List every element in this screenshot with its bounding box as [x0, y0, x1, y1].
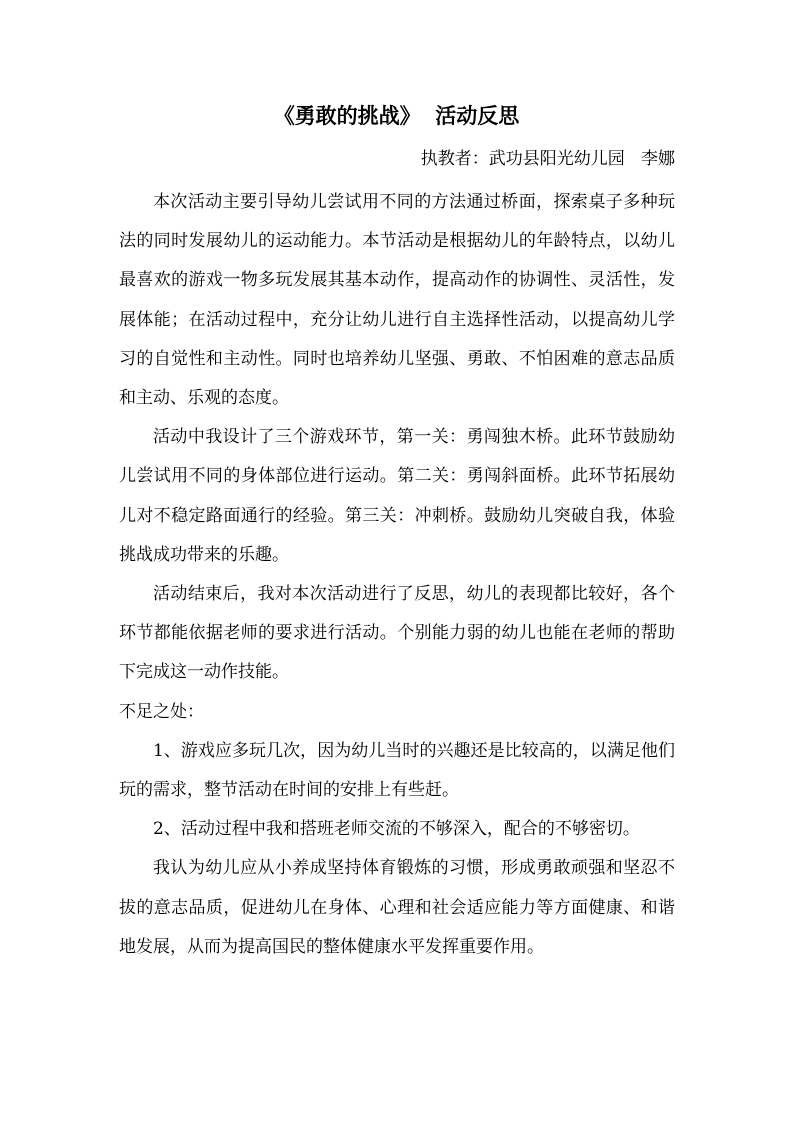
shortcomings-heading: 不足之处： — [119, 701, 204, 722]
document-title: 《勇敢的挑战》 活动反思 — [273, 103, 520, 128]
paragraph-activity-design: 活动中我设计了三个游戏环节，第一关：勇闯独木桥。此环节鼓励幼儿尝试用不同的身体部位进行运动。第二关：勇闯斜面桥。此环节拓展幼儿对不稳定路面通行的经验。第三关：冲刺桥。鼓励幼儿突破自我，体验挑战成功带来的乐趣。 — [119, 427, 675, 565]
paragraph-summary: 本次活动主要引导幼儿尝试用不同的方法通过桥面，探索桌子多种玩法的同时发展幼儿的运动能力。本节活动是根据幼儿的年龄特点，以幼儿最喜欢的游戏一物多玩发展其基本动作，提高动作的协调性、灵活性，发展体能；在活动过程中，充分让幼儿进行自主选择性活动，以提高幼儿学习的自觉性和主动性。同时也培养幼儿坚强、勇敢、不怕困难的意志品质和主动、乐观的态度。 — [119, 192, 675, 409]
document-body — [119, 183, 675, 967]
document-author: 执教者：武功县阳光幼儿园 李娜 — [420, 149, 675, 169]
paragraph-conclusion: 我认为幼儿应从小养成坚持体育锻炼的习惯，形成勇敢顽强和坚忍不拔的意志品质，促进幼儿在身体、心理和社会适应能力等方面健康、和谐地发展，从而为提高国民的整体健康水平发挥重要作用。 — [119, 858, 675, 957]
shortcoming-item-1: 1、游戏应多玩几次，因为幼儿当时的兴趣还是比较高的，以满足他们玩的需求，整节活动在时间的安排上有些赶。 — [119, 740, 675, 801]
shortcoming-item-2: 2、活动过程中我和搭班老师交流的不够深入，配合的不够密切。 — [153, 819, 640, 840]
paragraph-reflection: 活动结束后，我对本次活动进行了反思，幼儿的表现都比较好，各个环节都能依据老师的要求进行活动。个别能力弱的幼儿也能在老师的帮助下完成这一动作技能。 — [119, 584, 675, 683]
